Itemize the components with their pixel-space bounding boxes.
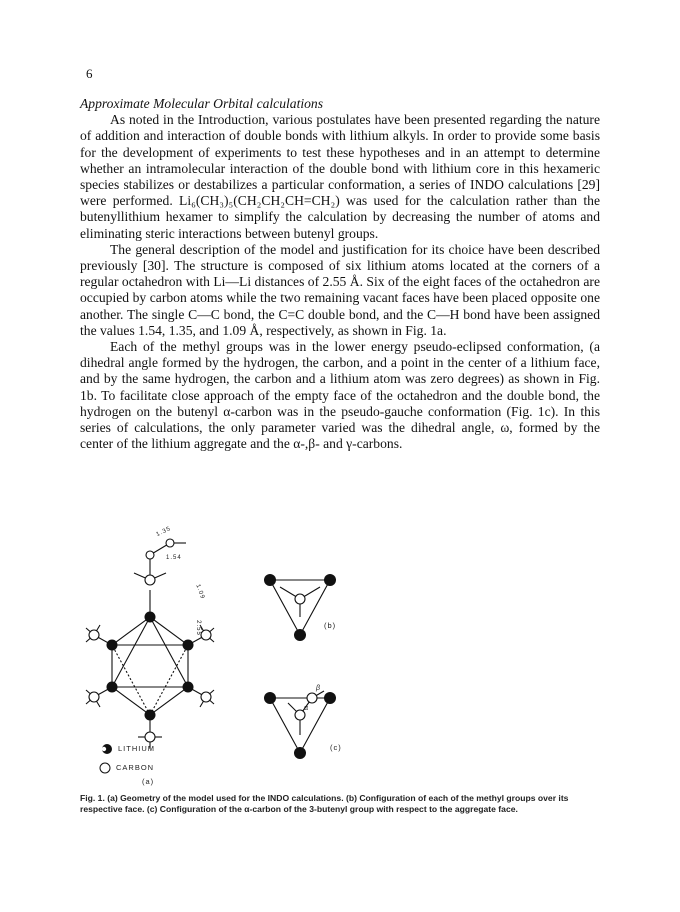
- beta-label: β: [316, 685, 320, 692]
- label-c: (c): [330, 743, 342, 752]
- figure-c-butenyl-face: [270, 691, 330, 753]
- label-a: (a): [142, 777, 155, 786]
- alpha-label: α: [304, 705, 309, 712]
- label-b: (b): [324, 621, 337, 630]
- figure-b-methyl-face: [270, 580, 330, 635]
- bond-label-135: 1.35: [155, 525, 173, 539]
- page-number: 6: [86, 66, 93, 81]
- lithium-atoms: [107, 612, 194, 721]
- figure-caption: Fig. 1. (a) Geometry of the model used for the INDO calculations. (b) Configuration of each of the methyl groups over its respective face. (c) Configuration of the α-carbon of the 3-butenyl group with respect to the aggregate face.: [80, 793, 569, 814]
- paragraph-1: As noted in the Introduction, various postulates have been presented regarding the nature of addition and interaction of double bonds with lithium alkyls. In order to provide some basis for the development of experiments to test these hypotheses and in an attempt to determine whether an intramolecular interaction of the double bond with lithium core in this hexameric species stabilizes or destabilizes a particular conformation, a series of INDO calculations [29] were performed. Li₆(CH₃)₅(CH₂CH₂CH=CH₂) was used for the calculation rather than the butenyllithium hexamer to simplify the calculation by decreasing the number of atoms and eliminating steric interactions between butenyl groups.: [80, 112, 600, 241]
- bond-label-109: 1.09: [194, 583, 206, 601]
- paragraph-3: Each of the methyl groups was in the lower energy pseudo-eclipsed conformation, (a dihedral angle formed by the hydrogen, the carbon, and a point in the center of a lithium face, and by the same hydrogen, the carbon and a lithium atom was zero degrees) as shown in Fig. 1b. To facilitate close approach of the empty face of the octahedron and the double bond, the hydrogen on the butenyl α-carbon was in the pseudo-gauche conformation (Fig. 1c). In this series of calculations, the only parameter varied was the dihedral angle, ω, formed by the center of the lithium aggregate and the α-,β- and γ-carbons.: [80, 339, 600, 452]
- legend-lithium: LITHIUM: [118, 744, 155, 753]
- bond-label-255: 2.55: [194, 620, 201, 636]
- paragraph-2: The general description of the model and justification for its choice have been described previously [30]. The structure is composed of six lithium atoms located at the corners of a regular octahedron with Li—Li distances of 2.55 Å. Six of the eight faces of the octahedron are occupied by carbon atoms while the two remaining vacant faces have been placed opposite one another. The single C—C bond, the C=C double bond, and the C—H bond have been assigned the values 1.54, 1.35, and 1.09 Å, respectively, as shown in Fig. 1a.: [80, 241, 600, 338]
- legend-carbon: CARBON: [116, 763, 155, 772]
- section-title: Approximate Molecular Orbital calculations: [80, 96, 324, 111]
- bond-label-154: 1.54: [166, 555, 182, 561]
- body-text: [80, 96, 600, 452]
- figure-1: [80, 525, 460, 785]
